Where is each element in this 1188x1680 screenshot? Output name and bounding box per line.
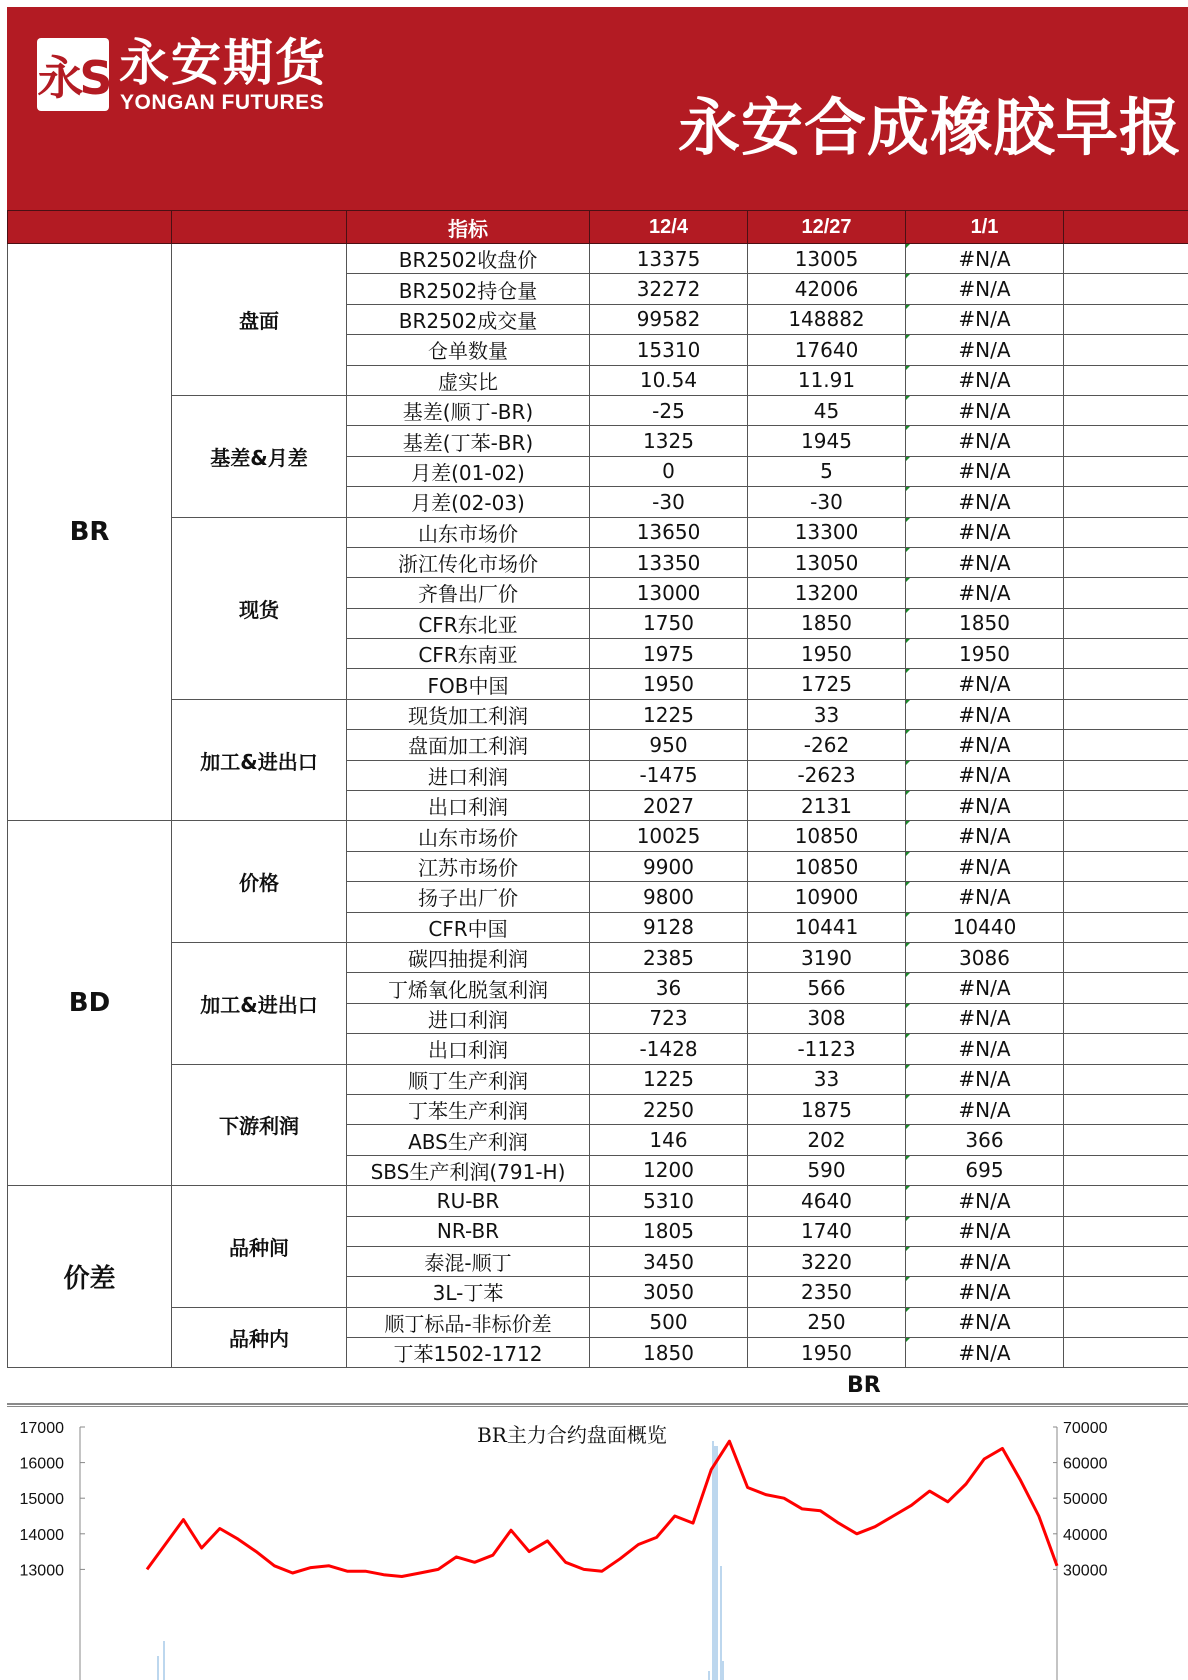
right-axis-label: 50000 — [1063, 1491, 1108, 1509]
value-date-2: 1725 — [748, 669, 906, 699]
value-date-1: 2027 — [590, 791, 748, 821]
value-date-2: 10850 — [748, 821, 906, 851]
indicator-name: ABS生产利润 — [347, 1125, 590, 1155]
value-extra — [1064, 274, 1188, 304]
value-date-3: #N/A — [906, 1003, 1064, 1033]
value-date-1: -30 — [590, 487, 748, 517]
value-extra — [1064, 395, 1188, 425]
indicator-name: CFR东北亚 — [347, 608, 590, 638]
value-date-1: -25 — [590, 395, 748, 425]
value-date-3: #N/A — [906, 1034, 1064, 1064]
group-label: 价差 — [8, 1186, 172, 1368]
indicator-name: 山东市场价 — [347, 821, 590, 851]
left-axis-label: 15000 — [19, 1491, 64, 1509]
column-header-date-3: 1/1 — [906, 211, 1064, 244]
indicator-name: 盘面加工利润 — [347, 730, 590, 760]
value-date-1: 1950 — [590, 669, 748, 699]
indicator-name: CFR东南亚 — [347, 639, 590, 669]
value-date-1: 15310 — [590, 335, 748, 365]
indicator-table — [7, 210, 1188, 1368]
left-axis-label: 14000 — [19, 1526, 64, 1544]
value-extra — [1064, 244, 1188, 274]
brand-name-cn: 永安期货 — [119, 34, 327, 92]
value-extra — [1064, 304, 1188, 334]
value-date-2: 33 — [748, 1064, 906, 1094]
value-date-3: #N/A — [906, 578, 1064, 608]
value-date-2: 17640 — [748, 335, 906, 365]
indicator-name: 顺丁标品-非标价差 — [347, 1307, 590, 1337]
column-header-extra — [1064, 211, 1188, 244]
value-date-2: 1950 — [748, 639, 906, 669]
table-row — [8, 244, 1188, 274]
left-axis-label: 13000 — [19, 1562, 64, 1580]
value-date-1: 10025 — [590, 821, 748, 851]
value-date-3: #N/A — [906, 699, 1064, 729]
value-date-1: 1750 — [590, 608, 748, 638]
value-date-2: 33 — [748, 699, 906, 729]
value-date-2: 42006 — [748, 274, 906, 304]
subgroup-label: 基差&月差 — [172, 395, 347, 517]
indicator-name: BR2502收盘价 — [347, 244, 590, 274]
indicator-name: 齐鲁出厂价 — [347, 578, 590, 608]
chart-canvas — [7, 1406, 1188, 1680]
indicator-name: 出口利润 — [347, 791, 590, 821]
value-date-2: 1875 — [748, 1094, 906, 1124]
value-date-1: 146 — [590, 1125, 748, 1155]
column-header-indicator: 指标 — [347, 211, 590, 244]
value-extra — [1064, 851, 1188, 881]
value-date-1: 13650 — [590, 517, 748, 547]
value-extra — [1064, 942, 1188, 972]
value-date-1: 0 — [590, 456, 748, 486]
table-row — [8, 1307, 1188, 1337]
column-header-subgroup — [172, 211, 347, 244]
subgroup-label: 品种间 — [172, 1186, 347, 1308]
value-date-1: 10.54 — [590, 365, 748, 395]
right-axis-label: 70000 — [1063, 1420, 1108, 1437]
value-date-2: 566 — [748, 973, 906, 1003]
value-date-3: #N/A — [906, 487, 1064, 517]
value-date-1: 950 — [590, 730, 748, 760]
value-date-3: #N/A — [906, 1186, 1064, 1216]
br-main-contract-chart — [7, 1406, 1188, 1680]
value-date-1: 500 — [590, 1307, 748, 1337]
value-date-3: #N/A — [906, 1064, 1064, 1094]
value-date-1: 9800 — [590, 882, 748, 912]
value-extra — [1064, 1307, 1188, 1337]
indicator-name: 泰混-顺丁 — [347, 1246, 590, 1276]
value-extra — [1064, 1155, 1188, 1185]
table-row — [8, 942, 1188, 972]
value-date-1: 1200 — [590, 1155, 748, 1185]
right-axis-label: 30000 — [1063, 1562, 1108, 1580]
indicator-name: CFR中国 — [347, 912, 590, 942]
value-date-3: #N/A — [906, 365, 1064, 395]
indicator-name: 江苏市场价 — [347, 851, 590, 881]
subgroup-label: 品种内 — [172, 1307, 347, 1368]
value-date-2: -2623 — [748, 760, 906, 790]
value-extra — [1064, 639, 1188, 669]
table-row — [8, 699, 1188, 729]
indicator-name: 山东市场价 — [347, 517, 590, 547]
value-extra — [1064, 1216, 1188, 1246]
table-row — [8, 821, 1188, 851]
value-date-2: 250 — [748, 1307, 906, 1337]
value-date-3: 695 — [906, 1155, 1064, 1185]
value-date-1: 5310 — [590, 1186, 748, 1216]
value-date-2: 13300 — [748, 517, 906, 547]
value-date-2: 2350 — [748, 1277, 906, 1307]
value-extra — [1064, 487, 1188, 517]
value-date-2: 10850 — [748, 851, 906, 881]
value-extra — [1064, 730, 1188, 760]
indicator-name: 月差(01-02) — [347, 456, 590, 486]
value-date-3: #N/A — [906, 1277, 1064, 1307]
value-date-2: 148882 — [748, 304, 906, 334]
value-date-1: 9128 — [590, 912, 748, 942]
table-row — [8, 395, 1188, 425]
value-date-3: #N/A — [906, 821, 1064, 851]
subgroup-label: 价格 — [172, 821, 347, 943]
value-extra — [1064, 456, 1188, 486]
value-date-3: #N/A — [906, 274, 1064, 304]
group-label: BD — [8, 821, 172, 1186]
value-extra — [1064, 1338, 1188, 1368]
value-date-3: 1850 — [906, 608, 1064, 638]
value-date-3: #N/A — [906, 426, 1064, 456]
table-row — [8, 517, 1188, 547]
value-date-3: #N/A — [906, 335, 1064, 365]
value-date-2: 10441 — [748, 912, 906, 942]
value-extra — [1064, 973, 1188, 1003]
value-date-2: 10900 — [748, 882, 906, 912]
value-date-1: 13375 — [590, 244, 748, 274]
value-date-3: #N/A — [906, 1338, 1064, 1368]
indicator-name: BR2502持仓量 — [347, 274, 590, 304]
value-extra — [1064, 1003, 1188, 1033]
value-extra — [1064, 1034, 1188, 1064]
indicator-name: 碳四抽提利润 — [347, 942, 590, 972]
value-date-2: -30 — [748, 487, 906, 517]
value-extra — [1064, 578, 1188, 608]
table-row — [8, 1186, 1188, 1216]
value-extra — [1064, 699, 1188, 729]
value-extra — [1064, 335, 1188, 365]
subgroup-label: 盘面 — [172, 244, 347, 396]
indicator-name: 浙江传化市场价 — [347, 547, 590, 577]
value-extra — [1064, 882, 1188, 912]
indicator-name: 出口利润 — [347, 1034, 590, 1064]
value-date-1: 2385 — [590, 942, 748, 972]
value-extra — [1064, 1186, 1188, 1216]
value-date-3: #N/A — [906, 456, 1064, 486]
indicator-name: 基差(丁苯-BR) — [347, 426, 590, 456]
value-extra — [1064, 1094, 1188, 1124]
value-date-1: 1225 — [590, 1064, 748, 1094]
value-extra — [1064, 608, 1188, 638]
chart-title: BR主力合约盘面概览 — [477, 1423, 667, 1447]
right-axis-label: 40000 — [1063, 1526, 1108, 1544]
value-date-1: 3050 — [590, 1277, 748, 1307]
indicator-name: 现货加工利润 — [347, 699, 590, 729]
value-date-2: -1123 — [748, 1034, 906, 1064]
indicator-name: RU-BR — [347, 1186, 590, 1216]
indicator-name: 3L-丁苯 — [347, 1277, 590, 1307]
indicator-name: 扬子出厂价 — [347, 882, 590, 912]
value-date-1: 99582 — [590, 304, 748, 334]
value-date-1: 1850 — [590, 1338, 748, 1368]
value-date-2: 308 — [748, 1003, 906, 1033]
value-extra — [1064, 547, 1188, 577]
section-header-br — [7, 1368, 1188, 1405]
value-date-3: #N/A — [906, 973, 1064, 1003]
value-date-3: #N/A — [906, 395, 1064, 425]
value-date-2: 590 — [748, 1155, 906, 1185]
value-date-3: #N/A — [906, 304, 1064, 334]
value-extra — [1064, 669, 1188, 699]
value-extra — [1064, 821, 1188, 851]
value-date-3: #N/A — [906, 730, 1064, 760]
subgroup-label: 现货 — [172, 517, 347, 699]
indicator-name: SBS生产利润(791-H) — [347, 1155, 590, 1185]
left-axis-label: 16000 — [19, 1455, 64, 1473]
value-date-2: 45 — [748, 395, 906, 425]
indicator-name: 进口利润 — [347, 1003, 590, 1033]
right-axis-label: 60000 — [1063, 1455, 1108, 1473]
value-date-3: #N/A — [906, 669, 1064, 699]
group-label: BR — [8, 244, 172, 821]
value-date-3: 10440 — [906, 912, 1064, 942]
indicator-name: 丁烯氧化脱氢利润 — [347, 973, 590, 1003]
value-date-3: #N/A — [906, 547, 1064, 577]
value-date-2: 2131 — [748, 791, 906, 821]
value-extra — [1064, 912, 1188, 942]
header-banner — [7, 7, 1188, 211]
value-date-3: #N/A — [906, 791, 1064, 821]
value-date-1: 13350 — [590, 547, 748, 577]
value-extra — [1064, 760, 1188, 790]
value-date-1: 2250 — [590, 1094, 748, 1124]
column-header-group — [8, 211, 172, 244]
value-date-2: 1945 — [748, 426, 906, 456]
value-date-2: 13050 — [748, 547, 906, 577]
value-date-1: -1475 — [590, 760, 748, 790]
value-date-3: #N/A — [906, 851, 1064, 881]
value-date-1: 1325 — [590, 426, 748, 456]
indicator-name: 丁苯1502-1712 — [347, 1338, 590, 1368]
subgroup-label: 下游利润 — [172, 1064, 347, 1186]
subgroup-label: 加工&进出口 — [172, 942, 347, 1064]
price-line — [147, 1441, 1057, 1576]
brand-name-en: YONGAN FUTURES — [120, 91, 325, 114]
value-date-1: -1428 — [590, 1034, 748, 1064]
value-date-2: 11.91 — [748, 365, 906, 395]
value-date-2: 13200 — [748, 578, 906, 608]
value-date-1: 13000 — [590, 578, 748, 608]
indicator-name: 虚实比 — [347, 365, 590, 395]
value-date-1: 723 — [590, 1003, 748, 1033]
value-extra — [1064, 1125, 1188, 1155]
value-date-1: 1975 — [590, 639, 748, 669]
value-extra — [1064, 791, 1188, 821]
indicator-name: 基差(顺丁-BR) — [347, 395, 590, 425]
subgroup-label: 加工&进出口 — [172, 699, 347, 821]
value-date-3: 1950 — [906, 639, 1064, 669]
indicator-name: BR2502成交量 — [347, 304, 590, 334]
column-header-date-1: 12/4 — [590, 211, 748, 244]
value-date-3: #N/A — [906, 244, 1064, 274]
indicator-name: 进口利润 — [347, 760, 590, 790]
value-date-1: 32272 — [590, 274, 748, 304]
indicator-name: 仓单数量 — [347, 335, 590, 365]
value-date-1: 1805 — [590, 1216, 748, 1246]
indicator-name: NR-BR — [347, 1216, 590, 1246]
value-extra — [1064, 1246, 1188, 1276]
value-date-2: 13005 — [748, 244, 906, 274]
value-date-3: #N/A — [906, 1094, 1064, 1124]
value-date-2: 1740 — [748, 1216, 906, 1246]
value-date-3: #N/A — [906, 1246, 1064, 1276]
value-extra — [1064, 517, 1188, 547]
value-date-3: 3086 — [906, 942, 1064, 972]
value-date-3: #N/A — [906, 1216, 1064, 1246]
value-date-2: 3220 — [748, 1246, 906, 1276]
indicator-name: 顺丁生产利润 — [347, 1064, 590, 1094]
value-extra — [1064, 426, 1188, 456]
yongan-logo-icon: 永S — [37, 38, 109, 111]
column-header-date-2: 12/27 — [748, 211, 906, 244]
value-date-1: 1225 — [590, 699, 748, 729]
indicator-name: 月差(02-03) — [347, 487, 590, 517]
value-date-1: 36 — [590, 973, 748, 1003]
value-date-2: 1850 — [748, 608, 906, 638]
value-date-1: 9900 — [590, 851, 748, 881]
section-title: BR — [847, 1373, 881, 1398]
value-extra — [1064, 1277, 1188, 1307]
value-date-2: 202 — [748, 1125, 906, 1155]
table-row — [8, 1064, 1188, 1094]
value-date-2: 4640 — [748, 1186, 906, 1216]
left-axis-label: 17000 — [19, 1420, 64, 1437]
indicator-name: FOB中国 — [347, 669, 590, 699]
value-date-3: #N/A — [906, 1307, 1064, 1337]
table-header-row — [8, 211, 1188, 244]
value-extra — [1064, 1064, 1188, 1094]
value-date-2: 3190 — [748, 942, 906, 972]
value-date-3: #N/A — [906, 760, 1064, 790]
value-date-2: -262 — [748, 730, 906, 760]
value-extra — [1064, 365, 1188, 395]
value-date-1: 3450 — [590, 1246, 748, 1276]
report-title: 永安合成橡胶早报 — [677, 91, 1182, 164]
value-date-3: #N/A — [906, 517, 1064, 547]
value-date-2: 1950 — [748, 1338, 906, 1368]
indicator-name: 丁苯生产利润 — [347, 1094, 590, 1124]
value-date-2: 5 — [748, 456, 906, 486]
value-date-3: #N/A — [906, 882, 1064, 912]
value-date-3: 366 — [906, 1125, 1064, 1155]
